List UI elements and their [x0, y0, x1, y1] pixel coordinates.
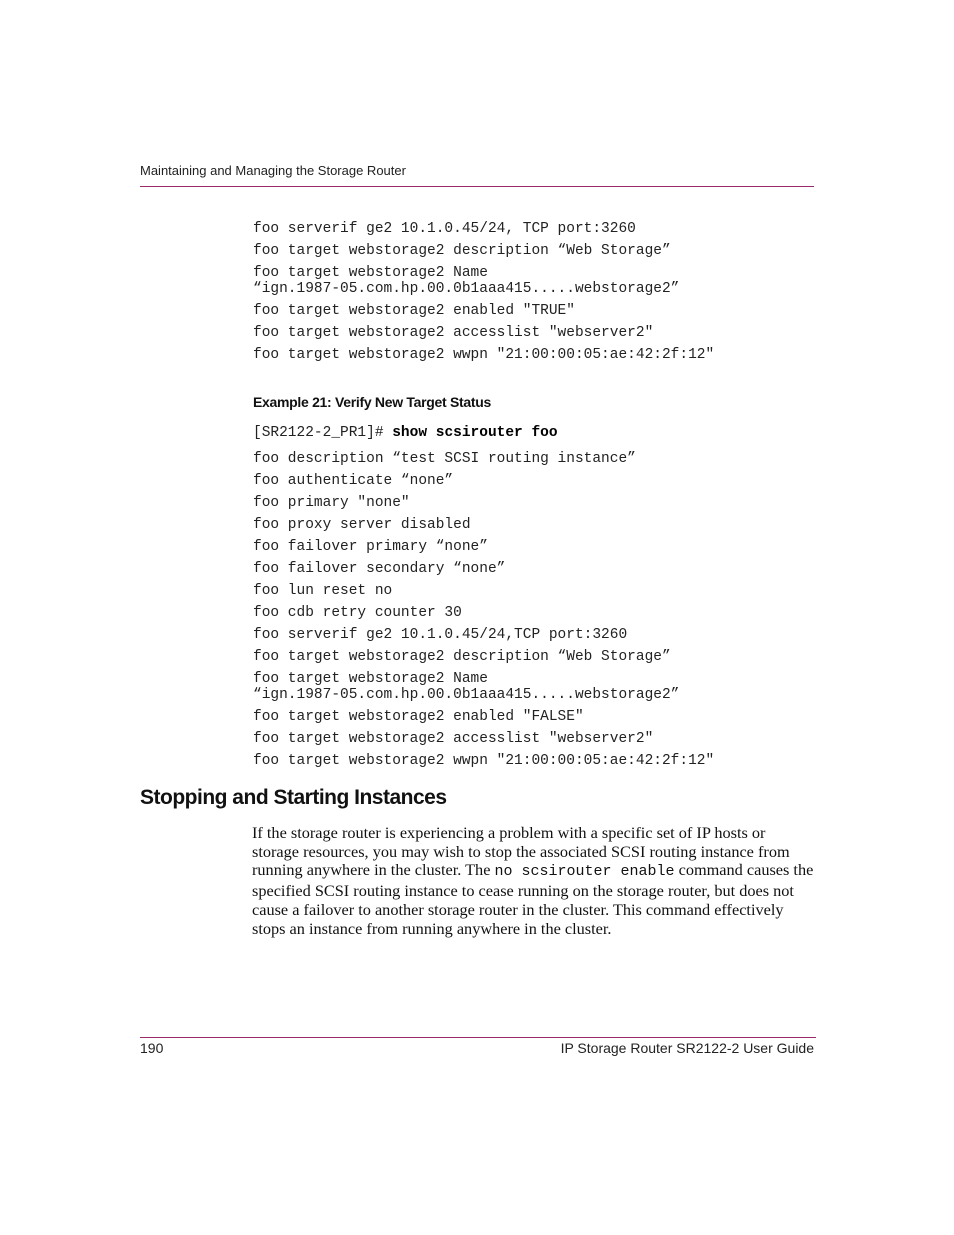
paragraph-text: If the storage router is experiencing a problem with a specific set of IP hosts or storage resources, you may wish to stop the associated SCSI routing instance from running anywhere in the cluster. The	[252, 823, 790, 880]
section-heading: Stopping and Starting Instances	[140, 786, 447, 809]
paragraph-text: command causes the specified SCSI routing instance to cease running on the storage router, but does not cause a failover to another storage router in the cluster. This command effectively stops an instance from running anywhere in the cluster.	[252, 860, 814, 938]
code-line: foo lun reset no	[253, 583, 393, 599]
code-line: foo failover primary “none”	[253, 539, 488, 555]
running-header: Maintaining and Managing the Storage Router	[140, 163, 406, 178]
prompt-text: [SR2122-2_PR1]#	[253, 425, 393, 441]
code-line: foo target webstorage2 Name	[253, 265, 488, 281]
code-line: foo target webstorage2 accesslist "webserver2"	[253, 731, 654, 747]
code-line: foo description “test SCSI routing instance”	[253, 451, 636, 467]
example-code-block	[253, 452, 714, 776]
page-number: 190	[140, 1040, 164, 1056]
code-line: foo failover secondary “none”	[253, 561, 506, 577]
header-rule	[140, 186, 814, 187]
code-line: foo serverif ge2 10.1.0.45/24, TCP port:3260	[253, 221, 636, 237]
code-line: foo target webstorage2 enabled "TRUE"	[253, 303, 575, 319]
code-line: foo primary "none"	[253, 495, 410, 511]
inline-code: no scsirouter enable	[494, 863, 675, 881]
code-line: foo proxy server disabled	[253, 517, 471, 533]
code-line: foo authenticate “none”	[253, 473, 454, 489]
command-prompt	[253, 425, 558, 441]
code-line: “ign.1987-05.com.hp.00.0b1aaa415.....webstorage2”	[253, 687, 680, 703]
code-line: foo target webstorage2 Name	[253, 671, 488, 687]
footer-rule	[140, 1037, 816, 1038]
code-line: foo serverif ge2 10.1.0.45/24,TCP port:3260	[253, 627, 628, 643]
command-text: show scsirouter foo	[392, 425, 558, 441]
example-title: Example 21: Verify New Target Status	[253, 394, 491, 410]
footer-doc-title: IP Storage Router SR2122-2 User Guide	[560, 1040, 814, 1056]
body-paragraph	[252, 824, 816, 938]
code-line: foo target webstorage2 enabled "FALSE"	[253, 709, 584, 725]
code-line: “ign.1987-05.com.hp.00.0b1aaa415.....webstorage2”	[253, 281, 680, 297]
top-code-block	[253, 222, 714, 370]
code-line: foo target webstorage2 description “Web Storage”	[253, 649, 671, 665]
code-line: foo target webstorage2 wwpn "21:00:00:05:ae:42:2f:12"	[253, 753, 715, 769]
code-line: foo cdb retry counter 30	[253, 605, 462, 621]
code-line: foo target webstorage2 accesslist "webserver2"	[253, 325, 654, 341]
code-line: foo target webstorage2 wwpn "21:00:00:05:ae:42:2f:12"	[253, 347, 715, 363]
code-line: foo target webstorage2 description “Web Storage”	[253, 243, 671, 259]
